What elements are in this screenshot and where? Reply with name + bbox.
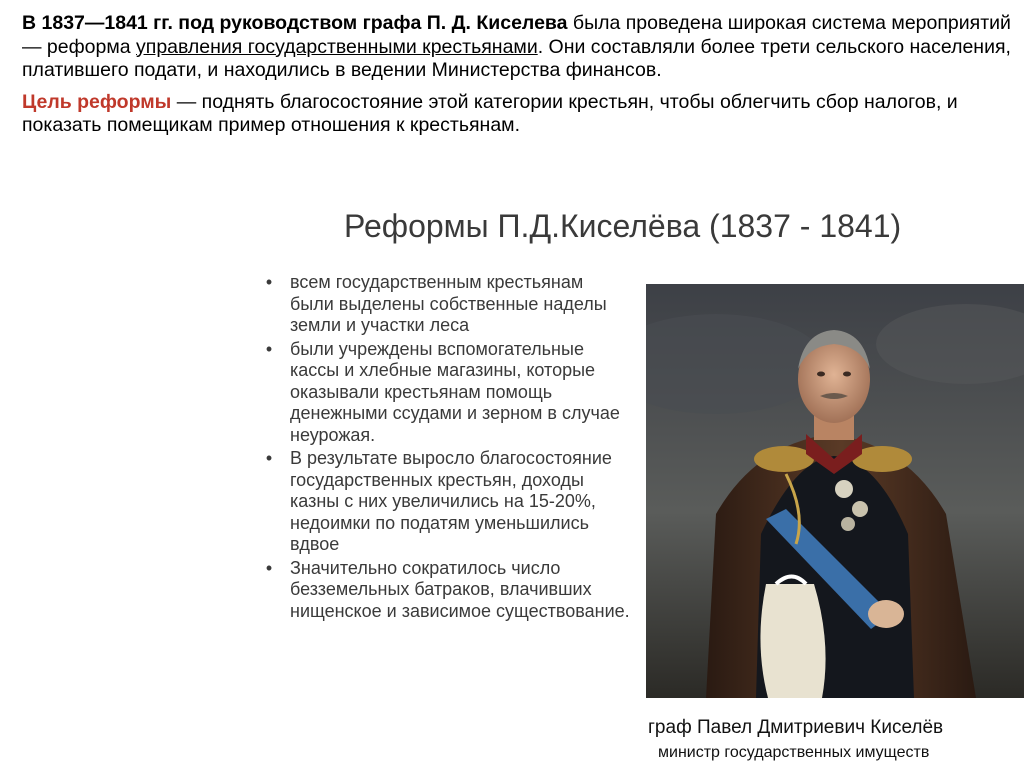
intro-text-1: была проведена широкая система мероприятий — реформа	[22, 12, 1011, 58]
goal-label: Цель реформы	[22, 90, 172, 113]
bullet-text: В результате выросло благосостояние государственных крестьян, доходы казны с них увеличились на 15-20%, недоимки по податям уменьшились вдвое	[290, 448, 612, 554]
bullet-icon: •	[265, 272, 273, 292]
portrait-painting	[646, 284, 1024, 698]
intro-paragraph-1	[22, 12, 1012, 83]
embedded-slide	[258, 192, 1024, 767]
goal-text: — поднять благосостояние этой категории крестьян, чтобы облегчить сбор налогов, и показать помещикам пример отношения к крестьянам.	[22, 90, 958, 136]
slide-title: Реформы П.Д.Киселёва (1837 - 1841)	[344, 208, 902, 244]
bullet-text: всем государственным крестьянам были выделены собственные наделы земли и участки леса	[290, 272, 607, 335]
intro-paragraph-2	[22, 91, 1012, 138]
portrait-caption-name: граф Павел Дмитриевич Киселёв	[648, 717, 944, 738]
list-item	[258, 272, 630, 337]
bullet-icon: •	[265, 338, 273, 359]
list-item	[258, 558, 630, 623]
list-item	[258, 339, 630, 447]
bullet-text: Значительно сократилось число безземельных батраков, влачивших нищенское и зависимое существование.	[290, 557, 630, 621]
portrait-caption-role: министр государственных имуществ	[658, 744, 930, 761]
bullet-icon: •	[265, 557, 273, 578]
intro-bold-lead: В 1837—1841 гг. под руководством графа П. Д. Киселева	[22, 12, 568, 34]
kiselev-portrait	[646, 284, 1024, 698]
intro-text-2: . Они составляли более трети сельского населения, платившего подати, и находились в ведении Министерства финансов.	[22, 35, 1011, 81]
bullet-icon: •	[265, 448, 273, 468]
bullet-text: были учреждены вспомогательные кассы и хлебные магазины, которые оказывали крестьянам помощь денежными ссудами и зерном в случае неурожая.	[290, 338, 620, 445]
intro-text	[22, 12, 1012, 146]
reform-bullet-list	[258, 272, 630, 624]
intro-underlined-term: управления государственными крестьянами	[136, 35, 538, 58]
list-item	[258, 448, 630, 556]
